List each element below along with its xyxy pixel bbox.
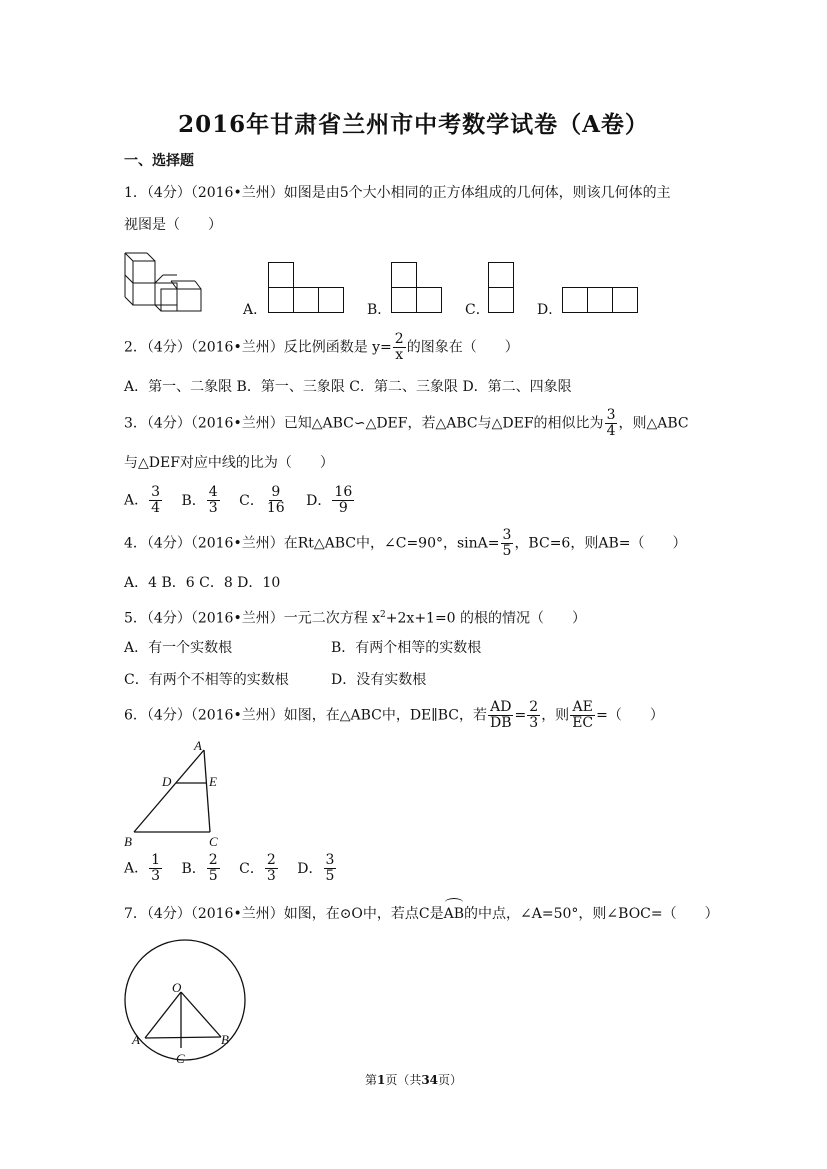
question-5-option-b: B．有两个相等的实数根 bbox=[331, 640, 482, 656]
page-title: 2016年甘肃省兰州市中考数学试卷（A卷） bbox=[178, 111, 649, 138]
q1-option-c-figure bbox=[488, 262, 515, 314]
question-3-text: 3．（4分）（2016•兰州）已知△ABC∽△DEF，若△ABC与△DEF的相似比为 $\frac{3}{4}$ ，则△ABC bbox=[124, 407, 689, 439]
q1-option-b-label: B． bbox=[367, 302, 392, 318]
question-4-text: 4．（4分）（2016•兰州）在Rt△ABC中，∠C=90°，sinA= $\frac{3}{5}$ ，BC=6，则AB=（ ） bbox=[124, 527, 687, 559]
q7-circle-figure bbox=[122, 940, 252, 1070]
question-5-option-d: D．没有实数根 bbox=[331, 672, 427, 688]
question-6-text: 6．（4分）（2016•兰州）如图，在△ABC中，DE∥BC，若 $\frac{AD}{DB}$ = $\frac{2}{3}$ ，则 $\frac{AE}{EC}$ =（ ） bbox=[124, 699, 664, 731]
question-5-option-a: A．有一个实数根 bbox=[124, 640, 233, 656]
question-5-option-c: C．有两个不相等的实数根 bbox=[124, 672, 289, 688]
question-1-text-cont: 视图是（ ） bbox=[124, 217, 222, 233]
q7-label-c: C bbox=[176, 1051, 185, 1066]
question-5-text: 5．（4分）（2016•兰州）一元二次方程 $x^2+2x+1=0$ 的根的情况（ ） bbox=[124, 610, 587, 627]
q1-option-d-figure bbox=[562, 287, 639, 314]
question-4-options: A．4 B．6 C．8 D．10 bbox=[124, 575, 281, 591]
q6-label-a: A bbox=[194, 738, 202, 753]
q1-option-a-label: A． bbox=[243, 302, 268, 318]
section-heading: 一、选择题 bbox=[124, 153, 194, 169]
q2-fraction-denominator: x bbox=[395, 347, 404, 363]
q1-option-d-label: D． bbox=[537, 302, 563, 318]
q1-3d-cube-figure bbox=[125, 249, 207, 315]
q1-option-b-figure bbox=[391, 262, 443, 314]
question-2-options: A．第一、二象限 B．第一、三象限 C．第二、三象限 D．第二、四象限 bbox=[124, 379, 572, 395]
question-7-text: 7．（4分）（2016•兰州）如图，在⊙O中，若点C是AB的中点，∠A=50°，则∠BOC=（ ） bbox=[124, 906, 719, 922]
q6-triangle-figure bbox=[120, 738, 230, 850]
q1-option-c-label: C． bbox=[465, 302, 490, 318]
q1-option-a-figure bbox=[268, 262, 345, 314]
page-footer: 第1页（共34页） bbox=[364, 1073, 463, 1087]
question-3-text-cont: 与△DEF对应中线的比为（ ） bbox=[124, 455, 334, 471]
q6-label-d: D bbox=[162, 774, 172, 789]
q7-label-o: O bbox=[172, 980, 182, 995]
question-1-text: 1．（4分）（2016•兰州）如图是由5个大小相同的正方体组成的几何体，则该几何体的主 bbox=[124, 185, 671, 201]
q7-label-b: B bbox=[221, 1032, 229, 1047]
question-6-options: A． $\frac{1}{3}$ B． $\frac{2}{5}$ C． $\frac{2}{3}$ D． $\frac{3}{5}$ bbox=[124, 852, 335, 884]
question-2-text: 2．（4分）（2016•兰州）反比例函数是 y= $\frac{2}{x}$ 的图象在（ ） bbox=[124, 331, 519, 363]
q6-label-b: B bbox=[124, 834, 132, 849]
arc-ab: AB bbox=[443, 906, 465, 922]
current-page-number: 1 bbox=[376, 1073, 386, 1087]
q6-label-e: E bbox=[209, 774, 217, 789]
total-pages: 34 bbox=[421, 1073, 439, 1087]
q6-label-c: C bbox=[209, 834, 218, 849]
question-3-options: A． $\frac{3}{4}$ B． $\frac{4}{3}$ C． $\frac{9}{16}$ D． $\frac{16}{9}$ bbox=[124, 484, 353, 516]
q2-fraction-numerator: 2 bbox=[394, 331, 404, 347]
q7-label-a: A bbox=[132, 1032, 140, 1047]
